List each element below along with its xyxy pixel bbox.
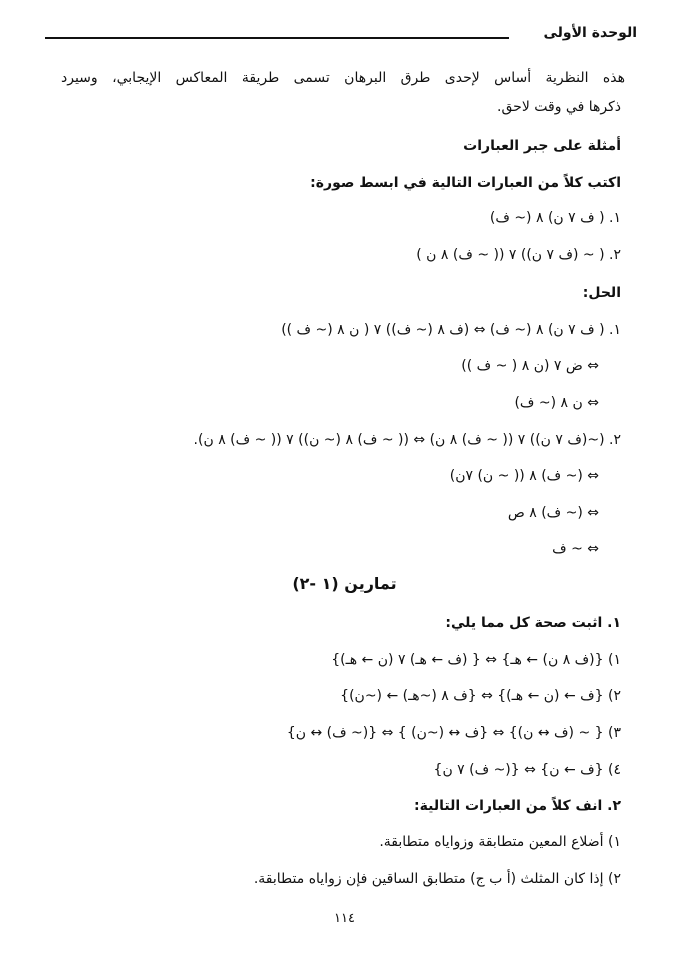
solution-line-1: ١. ( ف ٧ ن) ٨ (~ ف) ⇔ (ف ٨ (~ ف)) ٧ ( ن ٨ (~ ف )) [281, 322, 621, 338]
exercise-q1-label: ١. اثبت صحة كل مما يلي: [445, 615, 621, 631]
solution-line-2: ⇔ ض ٧ (ن ٨ ( ~ ف )) [461, 358, 599, 374]
exercise-q1-item-2: ٢) {ف ← (ن ← هـ)} ⇔ {ف ٨ (~هـ) ← (~ن)} [340, 688, 621, 704]
example-item-1: ١. ( ف ٧ ن) ٨ (~ ف) [489, 210, 621, 226]
header-rule [45, 37, 509, 39]
examples-instruction: اكتب كلاً من العبارات التالية في ابسط صورة: [310, 175, 621, 191]
examples-heading: أمثلة على جبر العبارات [463, 138, 621, 154]
exercise-q1-item-3: ٣) { ~ (ف ↔ ن)} ⇔ {ف ↔ (~ن) } ⇔ {(~ ف) ↔ ن} [286, 725, 621, 741]
intro-line-1: هذه النظرية أساس لإحدى طرق البرهان تسمى طريقة المعاكس الإيجابي، وسيرد [61, 70, 625, 86]
running-header [45, 22, 637, 46]
page-number: ١١٤ [334, 911, 355, 926]
solution-label: الحل: [582, 285, 621, 301]
exercise-q2-item-1: ١) أضلاع المعين متطابقة وزواياه متطابقة. [379, 834, 621, 850]
solution-line-6: ⇔ (~ ف) ٨ ص [507, 505, 599, 521]
example-item-2: ٢. ( ~ (ف ٧ ن)) ٧ (( ~ ف) ٨ ن ) [416, 247, 621, 263]
solution-line-5: ⇔ (~ ف) ٨ (( ~ ن) ٧ن) [449, 468, 599, 484]
solution-line-7: ⇔ ~ ف [552, 541, 599, 557]
solution-line-4: ٢. (~(ف ٧ ن)) ٧ (( ~ ف) ٨ ن) ⇔ (( ~ ف) ٨ (~ ن)) ٧ (( ~ ف) ٨ ن). [193, 432, 621, 448]
unit-title: الوحدة الأولى [543, 25, 637, 41]
intro-line-2: ذكرها في وقت لاحق. [497, 99, 621, 115]
exercise-q2-item-2: ٢) إذا كان المثلث (أ ب ج) متطابق الساقين فإن زواياه متطابقة. [253, 871, 621, 887]
exercise-q2-label: ٢. انف كلاً من العبارات التالية: [414, 798, 621, 814]
exercise-q1-item-1: ١) {(ف ٨ ن) ← هـ} ⇔ { (ف ← هـ) ٧ (ن ← هـ)} [331, 652, 621, 668]
exercises-title: تمارين (١ -٢) [292, 574, 397, 593]
exercise-q1-item-4: ٤) {ف ← ن} ⇔ {(~ ف) ٧ ن} [433, 762, 621, 778]
solution-line-3: ⇔ ن ٨ (~ ف) [514, 395, 599, 411]
